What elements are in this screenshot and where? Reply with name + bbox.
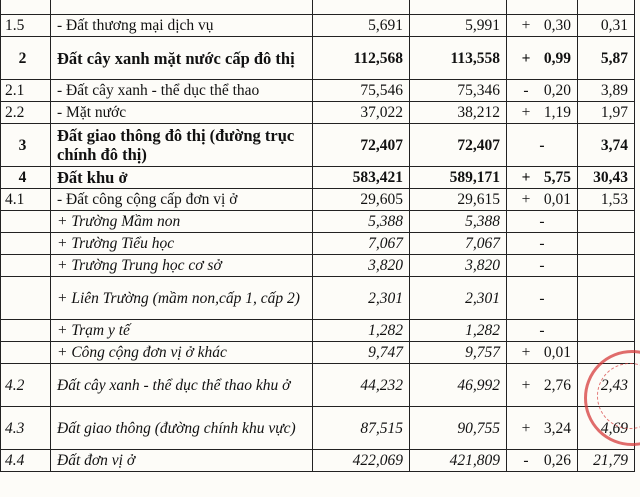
difference-sign: + (521, 191, 531, 208)
table-row (1, 450, 635, 472)
row-number: 3 (1, 124, 51, 167)
area-current: 1,282 (313, 320, 410, 342)
land-type-name: - Đất công cộng cấp đơn vị ở (51, 189, 313, 211)
area-adjusted: 29,615 (410, 189, 507, 211)
land-type-name: - Đất cây xanh - thể dục thể thao (51, 80, 313, 102)
area-adjusted: 1,282 (410, 320, 507, 342)
area-current: 44,232 (313, 364, 410, 407)
area-difference (507, 364, 578, 407)
table-row (1, 342, 635, 364)
difference-sign: - (539, 257, 545, 274)
area-difference (507, 15, 578, 37)
area-difference (507, 0, 578, 15)
area-adjusted: 90,755 (410, 407, 507, 450)
land-type-name: - Đất thương mại dịch vụ (51, 15, 313, 37)
area-current: 7,067 (313, 233, 410, 255)
difference-sign: + (521, 344, 531, 361)
area-current: 37,022 (313, 102, 410, 124)
difference-value: 0,01 (543, 344, 571, 361)
land-type-name: Đất đơn vị ở (51, 450, 313, 472)
area-difference (507, 211, 578, 233)
difference-sign: + (521, 49, 531, 67)
land-type-name: + Công cộng đơn vị ở khác (51, 342, 313, 364)
area-percent (578, 211, 635, 233)
land-type-name: + Trường Trung học cơ sở (51, 255, 313, 277)
area-current: 422,069 (313, 450, 410, 472)
area-percent: 2,43 (578, 364, 635, 407)
land-type-name: - Mặt nước (51, 102, 313, 124)
land-type-name (51, 0, 313, 15)
area-adjusted: 9,757 (410, 342, 507, 364)
seal-inner-ring (597, 363, 640, 429)
row-number: 2.2 (1, 102, 51, 124)
area-difference (507, 124, 578, 167)
table-row (1, 211, 635, 233)
row-number: 4.3 (1, 407, 51, 450)
difference-value: 0,99 (543, 49, 571, 67)
area-current: 29,605 (313, 189, 410, 211)
area-adjusted: 113,558 (410, 37, 507, 80)
land-type-name: Đất cây xanh - thể dục thể thao khu ở (51, 364, 313, 407)
area-adjusted: 5,991 (410, 15, 507, 37)
area-adjusted: 75,346 (410, 80, 507, 102)
area-current: 75,546 (313, 80, 410, 102)
area-percent (578, 320, 635, 342)
land-type-name: Đất cây xanh mặt nước cấp đô thị (51, 37, 313, 80)
area-percent (578, 277, 635, 320)
area-percent: 30,43 (578, 167, 635, 189)
area-current: 72,407 (313, 124, 410, 167)
area-percent: 3,74 (578, 124, 635, 167)
row-number (1, 255, 51, 277)
land-type-name: + Trạm y tế (51, 320, 313, 342)
area-percent: 5,87 (578, 37, 635, 80)
difference-value: 0,26 (543, 452, 571, 469)
row-number (1, 320, 51, 342)
area-adjusted: 46,992 (410, 364, 507, 407)
table-row (1, 0, 635, 15)
table-body (1, 0, 635, 472)
table-row (1, 167, 635, 189)
area-percent: 1,97 (578, 102, 635, 124)
area-current: 3,820 (313, 255, 410, 277)
difference-sign: - (523, 452, 529, 469)
area-difference (507, 189, 578, 211)
difference-sign: - (539, 235, 545, 252)
area-adjusted: 589,171 (410, 167, 507, 189)
area-adjusted: 72,407 (410, 124, 507, 167)
row-number (1, 233, 51, 255)
area-difference (507, 450, 578, 472)
land-type-name: Đất giao thông đô thị (đường trục chính đô thị) (51, 124, 313, 167)
land-type-name: Đất khu ở (51, 167, 313, 189)
difference-sign: + (521, 376, 531, 394)
table-row (1, 124, 635, 167)
area-adjusted (410, 0, 507, 15)
row-number (1, 211, 51, 233)
difference-value: 1,19 (543, 104, 571, 121)
area-percent (578, 233, 635, 255)
difference-sign: + (521, 104, 531, 121)
area-current: 583,421 (313, 167, 410, 189)
land-type-name: + Trường Mầm non (51, 211, 313, 233)
area-adjusted: 7,067 (410, 233, 507, 255)
row-number (1, 342, 51, 364)
area-adjusted: 5,388 (410, 211, 507, 233)
area-difference (507, 277, 578, 320)
row-number: 4.2 (1, 364, 51, 407)
difference-sign: - (539, 289, 545, 307)
area-difference (507, 320, 578, 342)
row-number: 4.4 (1, 450, 51, 472)
table-row (1, 255, 635, 277)
land-type-name: + Trường Tiểu học (51, 233, 313, 255)
difference-value: 0,30 (543, 17, 571, 34)
area-percent (578, 255, 635, 277)
area-percent: 4,69 (578, 407, 635, 450)
difference-sign: + (521, 17, 531, 34)
area-difference (507, 407, 578, 450)
table-row (1, 37, 635, 80)
table-row (1, 364, 635, 407)
difference-sign: - (539, 322, 545, 339)
area-percent: 0,31 (578, 15, 635, 37)
table-row (1, 15, 635, 37)
area-difference (507, 255, 578, 277)
area-current: 2,301 (313, 277, 410, 320)
difference-value: 0,20 (543, 82, 571, 99)
area-current: 5,691 (313, 15, 410, 37)
area-current: 87,515 (313, 407, 410, 450)
land-type-name: + Liên Trường (mầm non,cấp 1, cấp 2) (51, 277, 313, 320)
row-number: 4 (1, 167, 51, 189)
area-difference (507, 233, 578, 255)
table-row (1, 102, 635, 124)
area-difference (507, 37, 578, 80)
area-current: 5,388 (313, 211, 410, 233)
land-type-name: Đất giao thông (đường chính khu vực) (51, 407, 313, 450)
area-adjusted: 38,212 (410, 102, 507, 124)
area-adjusted: 2,301 (410, 277, 507, 320)
area-adjusted: 421,809 (410, 450, 507, 472)
area-percent: 3,89 (578, 80, 635, 102)
area-adjusted: 3,820 (410, 255, 507, 277)
area-difference (507, 342, 578, 364)
area-difference (507, 167, 578, 189)
area-current: 9,747 (313, 342, 410, 364)
table-row (1, 407, 635, 450)
row-number: 1.5 (1, 15, 51, 37)
row-number: 4.1 (1, 189, 51, 211)
difference-sign: - (539, 213, 545, 230)
difference-value: 0,01 (543, 191, 571, 208)
table-row (1, 189, 635, 211)
difference-value: 5,75 (543, 169, 571, 186)
area-percent: 21,79 (578, 450, 635, 472)
area-difference (507, 80, 578, 102)
row-number (1, 0, 51, 15)
area-percent: 1,53 (578, 189, 635, 211)
difference-sign: + (521, 419, 531, 437)
difference-sign: - (523, 82, 529, 99)
area-current: 112,568 (313, 37, 410, 80)
row-number (1, 277, 51, 320)
table-row (1, 80, 635, 102)
difference-value: 3,24 (543, 419, 571, 437)
difference-value: 2,76 (543, 376, 571, 394)
area-current (313, 0, 410, 15)
row-number: 2.1 (1, 80, 51, 102)
table-row (1, 277, 635, 320)
table-row (1, 320, 635, 342)
row-number: 2 (1, 37, 51, 80)
difference-sign: - (539, 136, 545, 154)
difference-sign: + (521, 169, 531, 186)
table-row (1, 233, 635, 255)
area-difference (507, 102, 578, 124)
area-percent (578, 0, 635, 15)
